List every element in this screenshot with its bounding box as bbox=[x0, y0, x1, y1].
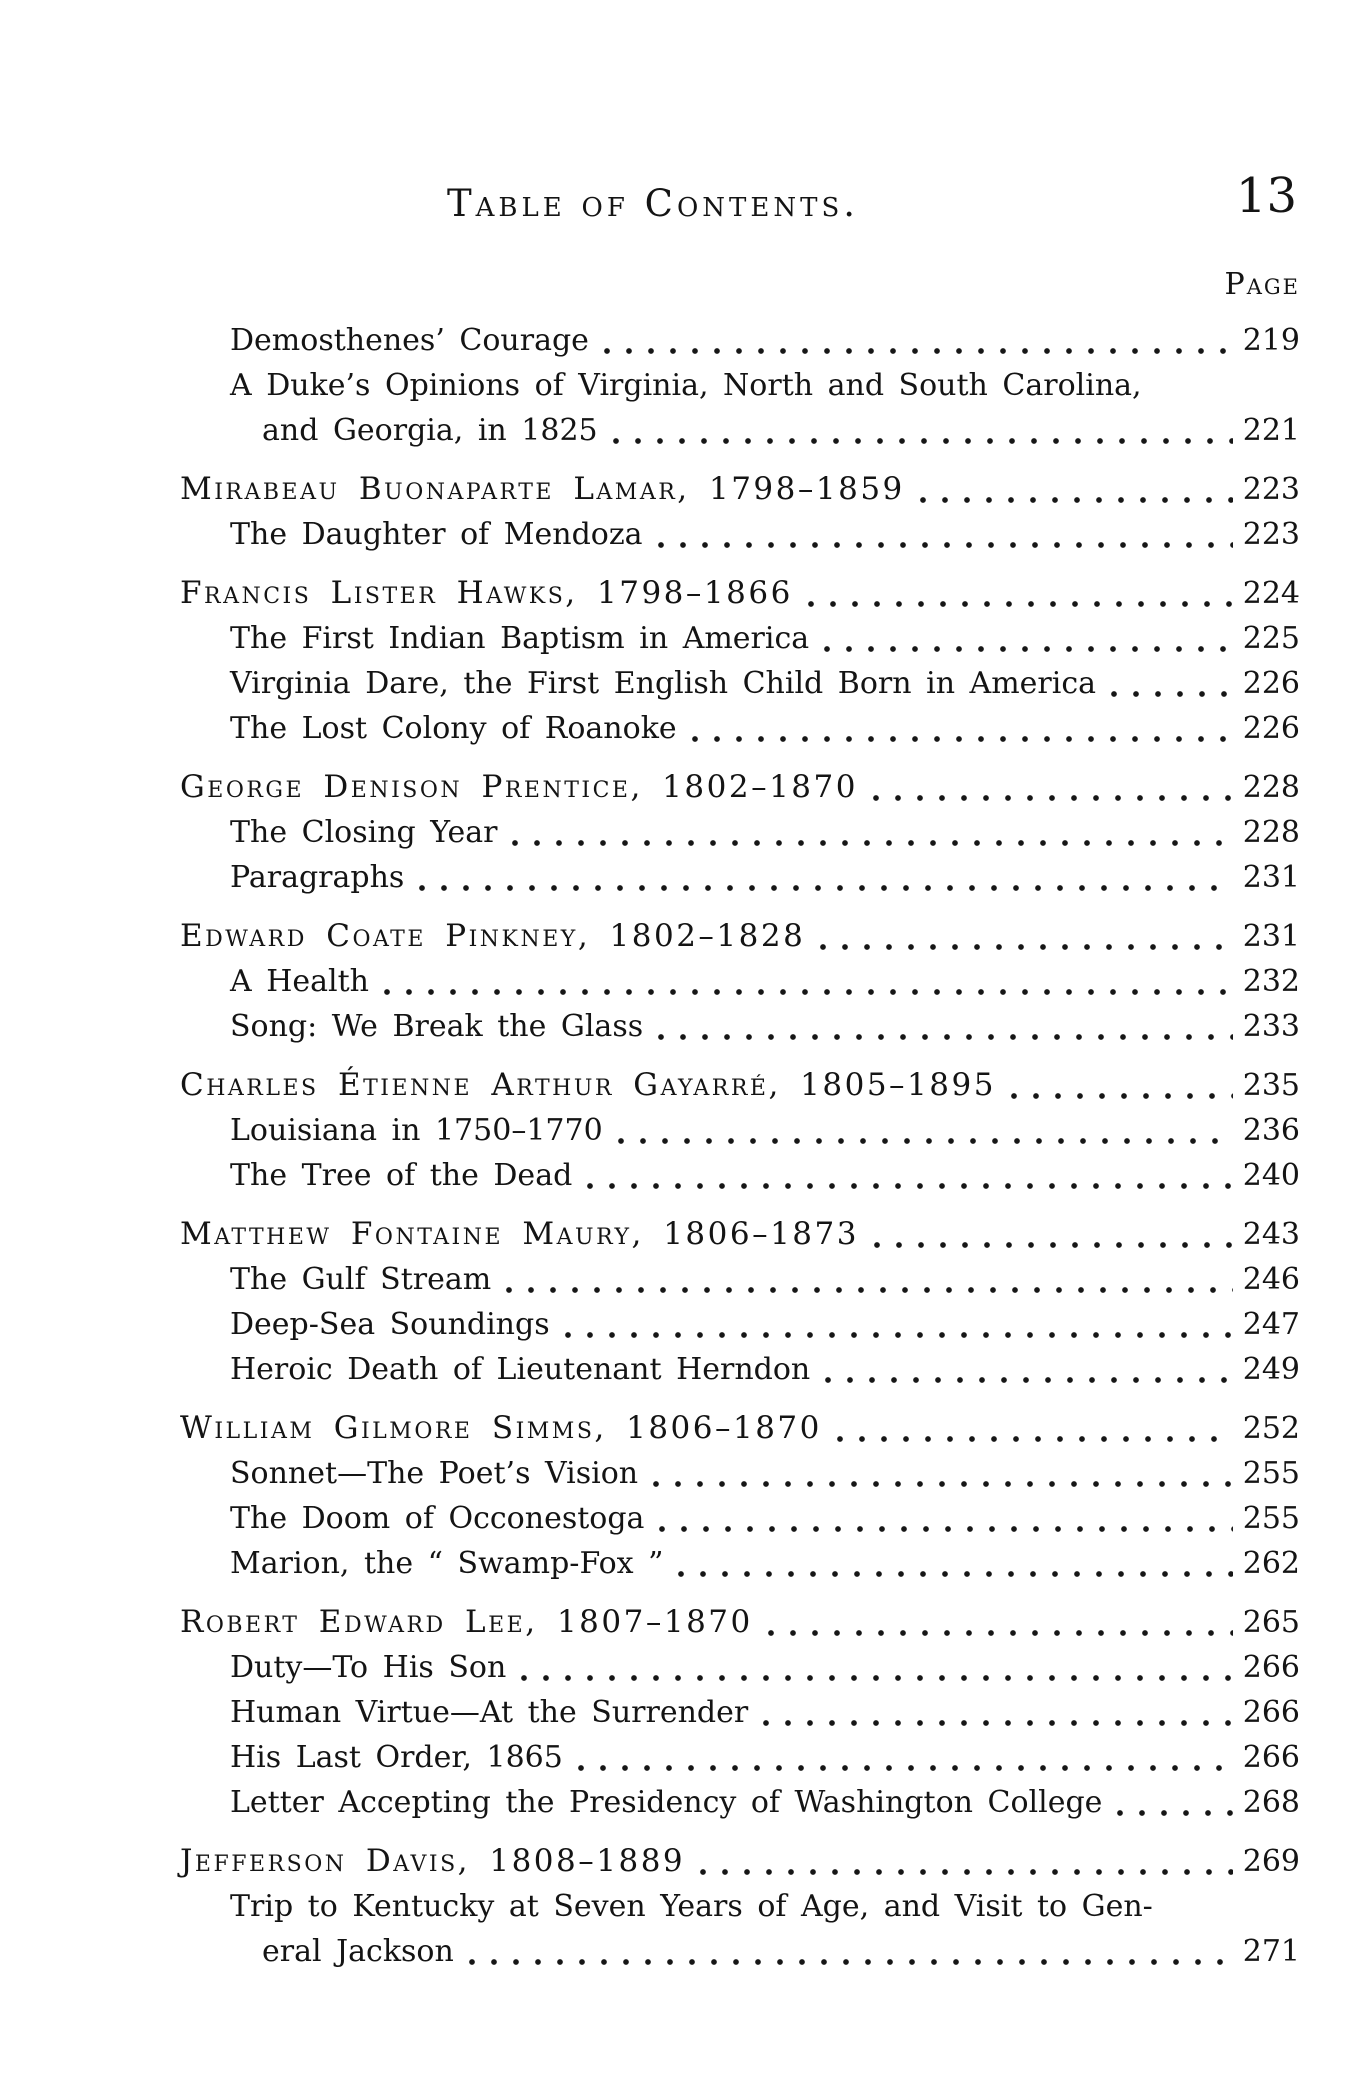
toc-entry-row bbox=[180, 1541, 1300, 1586]
toc-entry-row bbox=[180, 1004, 1300, 1049]
toc-entry-page: 271 bbox=[1242, 1934, 1300, 1969]
toc-entry-page: 221 bbox=[1242, 413, 1300, 448]
toc-entry-text: Demosthenes’ Courage bbox=[230, 323, 589, 358]
toc-entry-row bbox=[180, 1839, 1300, 1884]
toc-entry-page: 269 bbox=[1242, 1844, 1300, 1879]
toc-entry-text: William Gilmore Simms, 1806–1870 bbox=[180, 1410, 822, 1446]
toc-entry-text: Robert Edward Lee, 1807–1870 bbox=[180, 1604, 753, 1640]
dot-leader bbox=[520, 1645, 1232, 1690]
toc-entry-row bbox=[180, 1347, 1300, 1392]
toc-entry-row bbox=[180, 1929, 1300, 1974]
toc-entry-text: Edward Coate Pinkney, 1802–1828 bbox=[180, 918, 806, 954]
toc-entry-page: 223 bbox=[1242, 472, 1300, 507]
dot-leader bbox=[652, 1451, 1233, 1496]
toc-entry-row bbox=[180, 1257, 1300, 1302]
toc-entry-page: 228 bbox=[1242, 815, 1300, 850]
toc-section bbox=[180, 1063, 1300, 1198]
toc-entry-row bbox=[180, 467, 1300, 512]
toc-entry-page: 246 bbox=[1242, 1262, 1300, 1297]
dot-leader bbox=[1116, 1780, 1232, 1825]
toc-entry-text: The Daughter of Mendoza bbox=[230, 517, 643, 552]
dot-leader bbox=[418, 855, 1232, 900]
toc-entry-page: 255 bbox=[1242, 1501, 1300, 1536]
toc-entry-text: The Closing Year bbox=[230, 815, 498, 850]
toc-entry-row bbox=[180, 1496, 1300, 1541]
toc-entry-page: 235 bbox=[1242, 1068, 1300, 1103]
toc-section bbox=[180, 1212, 1300, 1392]
toc-entry-row bbox=[180, 1108, 1300, 1153]
toc-entry-page: 249 bbox=[1242, 1352, 1300, 1387]
toc-entry-row bbox=[180, 765, 1300, 810]
toc-entry-page: 223 bbox=[1242, 517, 1300, 552]
toc-entry-row bbox=[180, 1063, 1300, 1108]
toc-entry-row bbox=[180, 571, 1300, 616]
toc-entry-page: 231 bbox=[1242, 919, 1300, 954]
toc-entry-row bbox=[180, 1780, 1300, 1825]
toc-entry-text: His Last Order, 1865 bbox=[230, 1740, 563, 1775]
toc-entry-text: Duty—To His Son bbox=[230, 1650, 507, 1685]
toc-entry-page: 247 bbox=[1242, 1307, 1300, 1342]
toc-entry-row bbox=[180, 855, 1300, 900]
toc-entry-text: The First Indian Baptism in America bbox=[230, 621, 810, 656]
toc-entry-text: The Tree of the Dead bbox=[230, 1158, 573, 1193]
dot-leader bbox=[873, 1212, 1233, 1257]
toc-section bbox=[180, 1839, 1300, 1974]
toc-entry-page: 233 bbox=[1242, 1009, 1300, 1044]
toc-entry-page: 231 bbox=[1242, 860, 1300, 895]
toc-section bbox=[180, 765, 1300, 900]
dot-leader bbox=[677, 1541, 1232, 1586]
toc-entry-page: 228 bbox=[1242, 770, 1300, 805]
toc-entry-page: 243 bbox=[1242, 1217, 1300, 1252]
toc-entry-row bbox=[180, 706, 1300, 751]
toc-entry-row bbox=[180, 914, 1300, 959]
toc-entry-text: Trip to Kentucky at Seven Years of Age, and Visit to Gen- bbox=[230, 1889, 1153, 1924]
toc-entry-page: 224 bbox=[1242, 576, 1300, 611]
toc-entry-page: 226 bbox=[1242, 666, 1300, 701]
toc-entry-page: 252 bbox=[1242, 1411, 1300, 1446]
toc-entry-text: George Denison Prentice, 1802–1870 bbox=[180, 769, 858, 805]
dot-leader bbox=[658, 1496, 1232, 1541]
dot-leader bbox=[603, 318, 1233, 363]
toc-entry-text: Matthew Fontaine Maury, 1806–1873 bbox=[180, 1216, 859, 1252]
toc-entry-text: The Gulf Stream bbox=[230, 1262, 492, 1297]
toc-entry-page: 255 bbox=[1242, 1456, 1300, 1491]
dot-leader bbox=[699, 1839, 1233, 1884]
dot-leader bbox=[511, 810, 1232, 855]
toc-list bbox=[180, 318, 1300, 1974]
toc-entry-text: Virginia Dare, the First English Child Born in America bbox=[230, 666, 1097, 701]
toc-section bbox=[180, 1406, 1300, 1586]
toc-section bbox=[180, 467, 1300, 557]
dot-leader bbox=[657, 512, 1233, 557]
toc-entry-text: Francis Lister Hawks, 1798–1866 bbox=[180, 575, 793, 611]
toc-entry-text: Paragraphs bbox=[230, 860, 405, 895]
dot-leader bbox=[586, 1153, 1232, 1198]
dot-leader bbox=[762, 1690, 1233, 1735]
toc-entry-page: 226 bbox=[1242, 711, 1300, 746]
toc-entry-text: The Lost Colony of Roanoke bbox=[230, 711, 677, 746]
toc-section bbox=[180, 571, 1300, 751]
toc-entry-text: eral Jackson bbox=[262, 1934, 454, 1969]
dot-leader bbox=[819, 914, 1232, 959]
toc-entry-page: 262 bbox=[1242, 1546, 1300, 1581]
toc-entry-page: 240 bbox=[1242, 1158, 1300, 1193]
toc-entry-row bbox=[180, 1451, 1300, 1496]
toc-entry-text: Jefferson Davis, 1808–1889 bbox=[180, 1843, 686, 1879]
dot-leader bbox=[612, 408, 1233, 453]
toc-section bbox=[180, 1600, 1300, 1825]
page-column-label: Page bbox=[1224, 267, 1300, 302]
toc-entry-row bbox=[180, 1153, 1300, 1198]
toc-entry-text: and Georgia, in 1825 bbox=[262, 413, 598, 448]
dot-leader bbox=[505, 1257, 1233, 1302]
dot-leader bbox=[383, 959, 1233, 1004]
dot-leader bbox=[657, 1004, 1233, 1049]
toc-entry-text: A Health bbox=[230, 964, 369, 999]
toc-entry-row bbox=[180, 512, 1300, 557]
dot-leader bbox=[577, 1735, 1233, 1780]
toc-entry-text: Deep-Sea Soundings bbox=[230, 1307, 550, 1342]
toc-entry-text: Sonnet—The Poet’s Vision bbox=[230, 1456, 639, 1491]
toc-entry-row bbox=[180, 363, 1300, 408]
toc-entry-text: The Doom of Occonestoga bbox=[230, 1501, 645, 1536]
toc-entry-row bbox=[180, 1690, 1300, 1735]
toc-entry-row bbox=[180, 408, 1300, 453]
toc-section bbox=[180, 318, 1300, 453]
toc-entry-page: 219 bbox=[1242, 323, 1300, 358]
dot-leader bbox=[872, 765, 1233, 810]
toc-entry-page: 266 bbox=[1242, 1740, 1300, 1775]
dot-leader bbox=[919, 467, 1233, 512]
toc-entry-text: Louisiana in 1750–1770 bbox=[230, 1113, 603, 1148]
page-title: Table of Contents. bbox=[446, 182, 860, 225]
toc-entry-row bbox=[180, 1735, 1300, 1780]
toc-entry-text: Human Virtue—At the Surrender bbox=[230, 1695, 749, 1730]
toc-entry-page: 268 bbox=[1242, 1785, 1300, 1820]
dot-leader bbox=[824, 1347, 1232, 1392]
toc-entry-row bbox=[180, 1645, 1300, 1690]
toc-entry-text: Song: We Break the Glass bbox=[230, 1009, 644, 1044]
dot-leader bbox=[823, 616, 1233, 661]
dot-leader bbox=[617, 1108, 1233, 1153]
dot-leader bbox=[1110, 661, 1233, 706]
dot-leader bbox=[564, 1302, 1233, 1347]
toc-entry-row bbox=[180, 810, 1300, 855]
toc-entry-page: 266 bbox=[1242, 1695, 1300, 1730]
toc-entry-row bbox=[180, 661, 1300, 706]
toc-entry-page: 265 bbox=[1242, 1605, 1300, 1640]
folio-page-number: 13 bbox=[1235, 168, 1297, 224]
toc-entry-row bbox=[180, 1406, 1300, 1451]
dot-leader bbox=[468, 1929, 1233, 1974]
toc-entry-row bbox=[180, 1302, 1300, 1347]
toc-entry-text: Letter Accepting the Presidency of Washington College bbox=[230, 1785, 1103, 1820]
toc-entry-row bbox=[180, 1884, 1300, 1929]
toc-entry-page: 232 bbox=[1242, 964, 1300, 999]
toc-entry-text: A Duke’s Opinions of Virginia, North and South Carolina, bbox=[230, 368, 1142, 403]
toc-entry-text: Charles Étienne Arthur Gayarré, 1805–1895 bbox=[180, 1067, 996, 1103]
dot-leader bbox=[807, 571, 1233, 616]
dot-leader bbox=[767, 1600, 1233, 1645]
toc-entry-text: Mirabeau Buonaparte Lamar, 1798–1859 bbox=[180, 471, 905, 507]
toc-entry-row bbox=[180, 616, 1300, 661]
toc-entry-text: Heroic Death of Lieutenant Herndon bbox=[230, 1352, 811, 1387]
dot-leader bbox=[836, 1406, 1233, 1451]
toc-entry-text: Marion, the “ Swamp-Fox ” bbox=[230, 1546, 664, 1581]
toc-entry-row bbox=[180, 1600, 1300, 1645]
toc-entry-page: 266 bbox=[1242, 1650, 1300, 1685]
toc-entry-page: 225 bbox=[1242, 621, 1300, 656]
dot-leader bbox=[691, 706, 1233, 751]
toc-entry-page: 236 bbox=[1242, 1113, 1300, 1148]
dot-leader bbox=[1010, 1063, 1233, 1108]
toc-entry-row bbox=[180, 318, 1300, 363]
toc-entry-row bbox=[180, 959, 1300, 1004]
toc-entry-row bbox=[180, 1212, 1300, 1257]
toc-section bbox=[180, 914, 1300, 1049]
